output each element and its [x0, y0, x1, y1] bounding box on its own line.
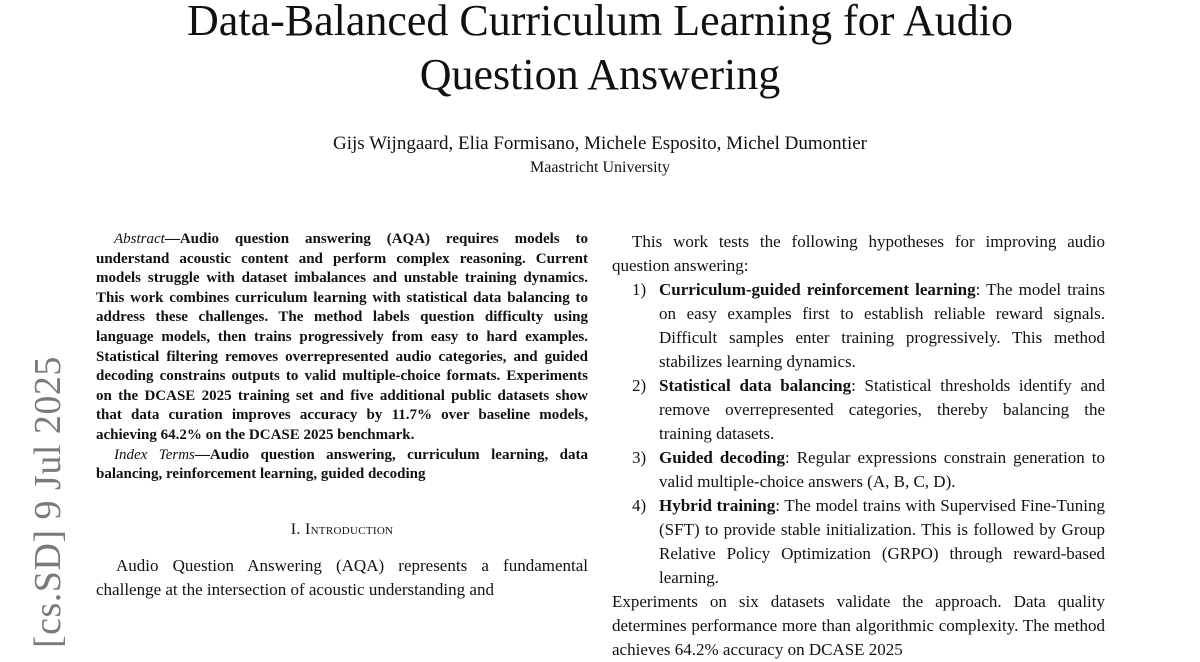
title-line-1: Data-Balanced Curriculum Learning for Audio [187, 0, 1013, 45]
list-item-number: 1) [632, 280, 647, 299]
list-item [612, 278, 1105, 374]
abstract-text: —Audio question answering (AQA) requires models to understand acoustic content and perform complex reasoning. Current models struggle with dataset imbalances and unstable training dynamics. This work combines curriculum learning with statistical data balancing to address these challenges. The method labels question difficulty using language models, then trains progressively from easy to hard examples. Statistical filtering removes overrepresented audio categories, and guided decoding constrains outputs to valid multiple-choice formats. Experiments on the DCASE 2025 training set and five additional public datasets show that data curation improves accuracy by 11.7% over baseline models, achieving 64.2% on the DCASE 2025 benchmark. [96, 231, 588, 443]
list-item-number: 2) [632, 376, 647, 395]
list-item-number: 3) [632, 448, 647, 467]
hypothesis-name: Statistical data balancing [659, 376, 852, 395]
section-number: I. [290, 520, 301, 538]
list-item [612, 494, 1105, 590]
hypotheses-intro: This work tests the following hypotheses for improving audio question answering: [612, 232, 1105, 275]
hypothesis-name: Hybrid training [659, 496, 776, 515]
index-terms-text: —Audio question answering, curriculum learning, data balancing, reinforcement learning, guided decoding [96, 446, 588, 483]
section-heading-introduction [96, 520, 588, 540]
hypothesis-text: : Regular expressions constrain generation to valid multiple-choice answers (A, B, C, D). [659, 448, 1105, 491]
right-column [612, 230, 1105, 662]
title-line-2: Question Answering [419, 50, 781, 99]
list-item [612, 374, 1105, 446]
left-column [96, 230, 588, 602]
hypothesis-name: Curriculum-guided reinforcement learning [659, 280, 976, 299]
affiliation: Maastricht University [530, 159, 670, 176]
arxiv-stamp [24, 344, 72, 648]
hypothesis-text: : The model trains with Supervised Fine-Tuning (SFT) to provide stable initialization. This is followed by Group Relative Policy Optimization (GRPO) through reward-based learning. [659, 496, 1105, 587]
abstract [96, 230, 588, 446]
list-item-number: 4) [632, 496, 647, 515]
hypothesis-text: : The model trains on easy examples first to establish reliable reward signals. Difficult samples enter training progressively. This method stabilizes learning dynamics. [659, 280, 1105, 371]
index-terms [96, 446, 588, 485]
hypotheses-list [612, 278, 1105, 590]
author-list: Gijs Wijngaard, Elia Formisano, Michele Esposito, Michel Dumontier [333, 133, 867, 154]
intro-paragraph: Audio Question Answering (AQA) represents a fundamental challenge at the intersection of acoustic understanding and [96, 555, 588, 599]
hypothesis-text: : Statistical thresholds identify and remove overrepresented categories, thereby balancing the training datasets. [659, 376, 1105, 443]
hypothesis-name: Guided decoding [659, 448, 786, 467]
abstract-label: Abstract [114, 231, 165, 247]
index-terms-label: Index Terms [114, 446, 195, 463]
arxiv-stamp-text: [cs.SD] 9 Jul 2025 [27, 356, 69, 648]
list-item [612, 446, 1105, 494]
paper-title [0, 0, 1200, 102]
experiments-paragraph: Experiments on six datasets validate the approach. Data quality determines performance more than algorithmic complexity. The method achieves 64.2% accuracy on DCASE 2025 [612, 592, 1105, 659]
section-title: Introduction [304, 520, 394, 538]
